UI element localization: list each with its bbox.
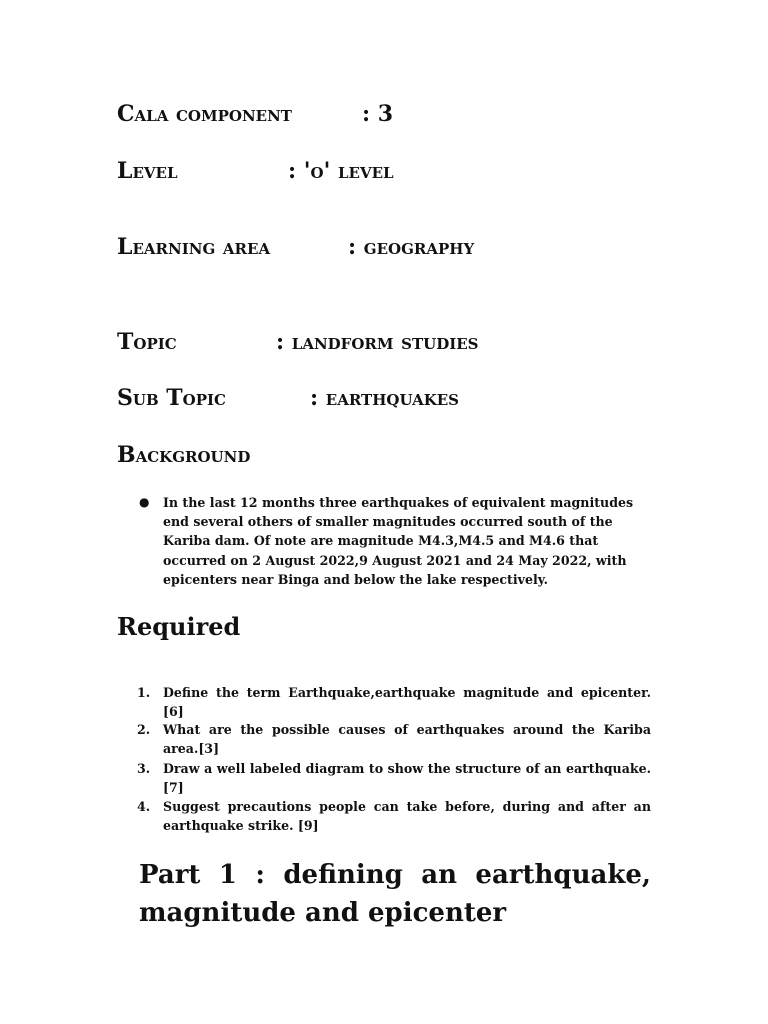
- level-value: : 'o' level: [288, 158, 394, 184]
- required-heading: Required: [117, 612, 241, 641]
- question-item-4: [137, 797, 651, 835]
- part1-word: :: [255, 860, 265, 890]
- sub-topic-value: : earthquakes: [310, 385, 460, 411]
- level-row: [117, 158, 394, 184]
- learning-area-value: : geography: [348, 234, 475, 260]
- sub-topic-label: Sub Topic: [117, 385, 226, 411]
- part1-heading-line2: magnitude and epicenter: [139, 898, 507, 928]
- question-text: Define the term Earthquake,earthquake magnitude and epicenter. [6]: [163, 685, 651, 719]
- part1-heading-line1: [139, 856, 651, 894]
- part1-word: 1: [218, 860, 237, 890]
- cala-component-label: Cala component: [117, 101, 292, 127]
- learning-area-label: Learning area: [117, 234, 271, 260]
- topic-value: : landform studies: [276, 329, 479, 355]
- question-text: Suggest precautions people can take before, during and after an earthquake strike. [9]: [163, 799, 651, 833]
- question-item-1: [137, 683, 651, 721]
- question-number: 2.: [137, 722, 151, 737]
- question-text: Draw a well labeled diagram to show the structure of an earthquake.[7]: [163, 761, 651, 795]
- learning-area-row: [117, 234, 475, 260]
- question-item-3: [137, 759, 651, 797]
- part1-word: earthquake,: [475, 860, 651, 890]
- question-number: 1.: [137, 685, 151, 700]
- topic-row: [117, 329, 479, 355]
- sub-topic-row: [117, 385, 460, 411]
- level-label: Level: [117, 158, 178, 184]
- cala-component-row: [117, 101, 394, 127]
- bullet-dot-icon: ●: [139, 495, 150, 509]
- question-item-2: [137, 720, 651, 758]
- part1-heading: [139, 856, 651, 932]
- background-bullet-item: [137, 493, 657, 589]
- question-number: 3.: [137, 761, 151, 776]
- part1-word: Part: [139, 860, 201, 890]
- question-number: 4.: [137, 799, 151, 814]
- background-bullet-list: [137, 493, 657, 589]
- background-heading: Background: [117, 442, 251, 468]
- background-bullet-text: In the last 12 months three earthquakes of equivalent magnitudes end several others of smaller magnitudes occurred south of the Kariba dam. Of note are magnitude M4.3,M4.5 and M4.6 that occurred on 2 August 2022,9 August 2021 and 24 May 2022, with epicenters near Binga and below the lake respectively.: [163, 495, 634, 587]
- cala-component-value: : 3: [362, 101, 394, 127]
- question-text: What are the possible causes of earthquakes around the Kariba area.[3]: [163, 722, 651, 756]
- part1-word: defining: [283, 860, 403, 890]
- part1-word: an: [421, 860, 457, 890]
- topic-label: Topic: [117, 329, 177, 355]
